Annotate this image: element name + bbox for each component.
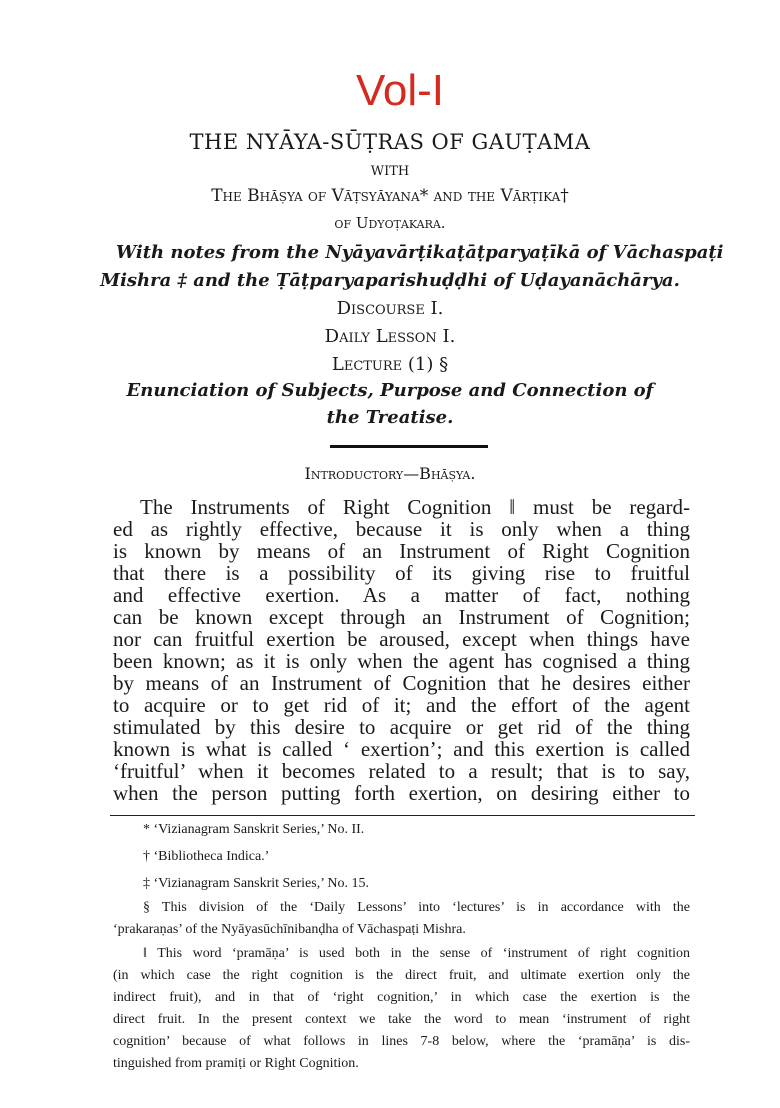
body-line: by means of an Instrument of Cognition that he desires either [113, 671, 690, 695]
enunciation-line-2: the Treatise. [326, 407, 454, 428]
body-line: been known; as it is only when the agent has cognised a thing [113, 649, 690, 673]
daily-lesson-heading: Daily Lesson I. [324, 326, 456, 347]
lecture-heading: Lecture (1) § [331, 354, 449, 375]
body-text [113, 496, 690, 804]
footnote: * ‘Vizianagram Sanskrit Series,’ No. II. [143, 822, 365, 837]
body-line: can be known except through an Instrument of Cognition; [113, 605, 690, 629]
enunciation-line-1: Enunciation of Subjects, Purpose and Connection of [126, 380, 654, 401]
with-label: WITH [370, 164, 410, 179]
body-line: that there is a possibility of its giving rise to fruitful [113, 561, 690, 585]
section-divider [330, 445, 488, 448]
footnote-divider [110, 815, 695, 816]
footnote: (in which case the right cognition is the direct fruit, and ultimate exertion only the [113, 968, 690, 983]
footnote: † ‘Bibliotheca Indica.’ [143, 849, 270, 864]
footnote: tinguished from pramiṭi or Right Cognition. [113, 1056, 359, 1071]
volume-label: Vol-I [355, 66, 445, 115]
body-line: when the person putting forth exertion, on desiring either to [113, 781, 690, 805]
notes-line-1: With notes from the Nyāyavārṭikaṭāṭparyaṭīkā of Vāchaspaṭi [116, 242, 724, 263]
section-heading: Introductory—Bhāṣya. [304, 464, 476, 483]
subtitle-line-1: The Bhāṣya of Vāṭsyāyana* and the Vārṭika† [211, 186, 569, 206]
body-line: nor can fruitful exertion be aroused, except when things have [113, 627, 690, 651]
book-title: THE NYĀYA-SŪṬRAS OF GAUṬAMA [189, 130, 591, 154]
body-line: ‘fruitful’ when it becomes related to a result; that is to say, [113, 759, 690, 783]
footnote: cognition’ because of what follows in lines 7-8 below, where the ‘pramāṇa’ is dis- [113, 1034, 690, 1049]
footnotes [113, 819, 690, 1075]
body-line: The Instruments of Right Cognition ‖ must be regard- [140, 495, 690, 519]
footnote: ‘prakaraṇas’ of the Nyāyasūchīnibanḍha of Vāchaspaṭi Mishra. [113, 922, 466, 937]
subtitle-line-2: of Udyoṭakara. [334, 214, 446, 232]
body-line: known is what is called ‘ exertion’; and this exertion is called [113, 737, 690, 761]
discourse-heading: Discourse I. [336, 298, 444, 319]
body-line: stimulated by this desire to acquire or get rid of the thing [113, 715, 690, 739]
notes-line-2: Mishra ‡ and the Ṭāṭparyaparishuḍḍhi of Uḍayanāchārya. [100, 270, 680, 291]
body-line: and effective exertion. As a matter of fact, nothing [113, 583, 690, 607]
footnote: § This division of the ‘Daily Lessons’ into ‘lectures’ is in accordance with the [143, 900, 690, 915]
body-line: is known by means of an Instrument of Right Cognition [113, 539, 690, 563]
footnote: ‡ ‘Vizianagram Sanskrit Series,’ No. 15. [143, 876, 369, 891]
footnote: ‖ This word ‘pramāṇa’ is used both in the sense of ‘instrument of right cognition [143, 946, 690, 961]
footnote: direct fruit. In the present context we take the word to mean ‘instrument of right [113, 1012, 690, 1027]
body-line: ed as rightly effective, because it is only when a thing [113, 517, 690, 541]
footnote: indirect fruit), and in that of ‘right cognition,’ in which case the exertion is the [113, 990, 690, 1005]
body-line: to acquire or to get rid of it; and the effort of the agent [113, 693, 690, 717]
